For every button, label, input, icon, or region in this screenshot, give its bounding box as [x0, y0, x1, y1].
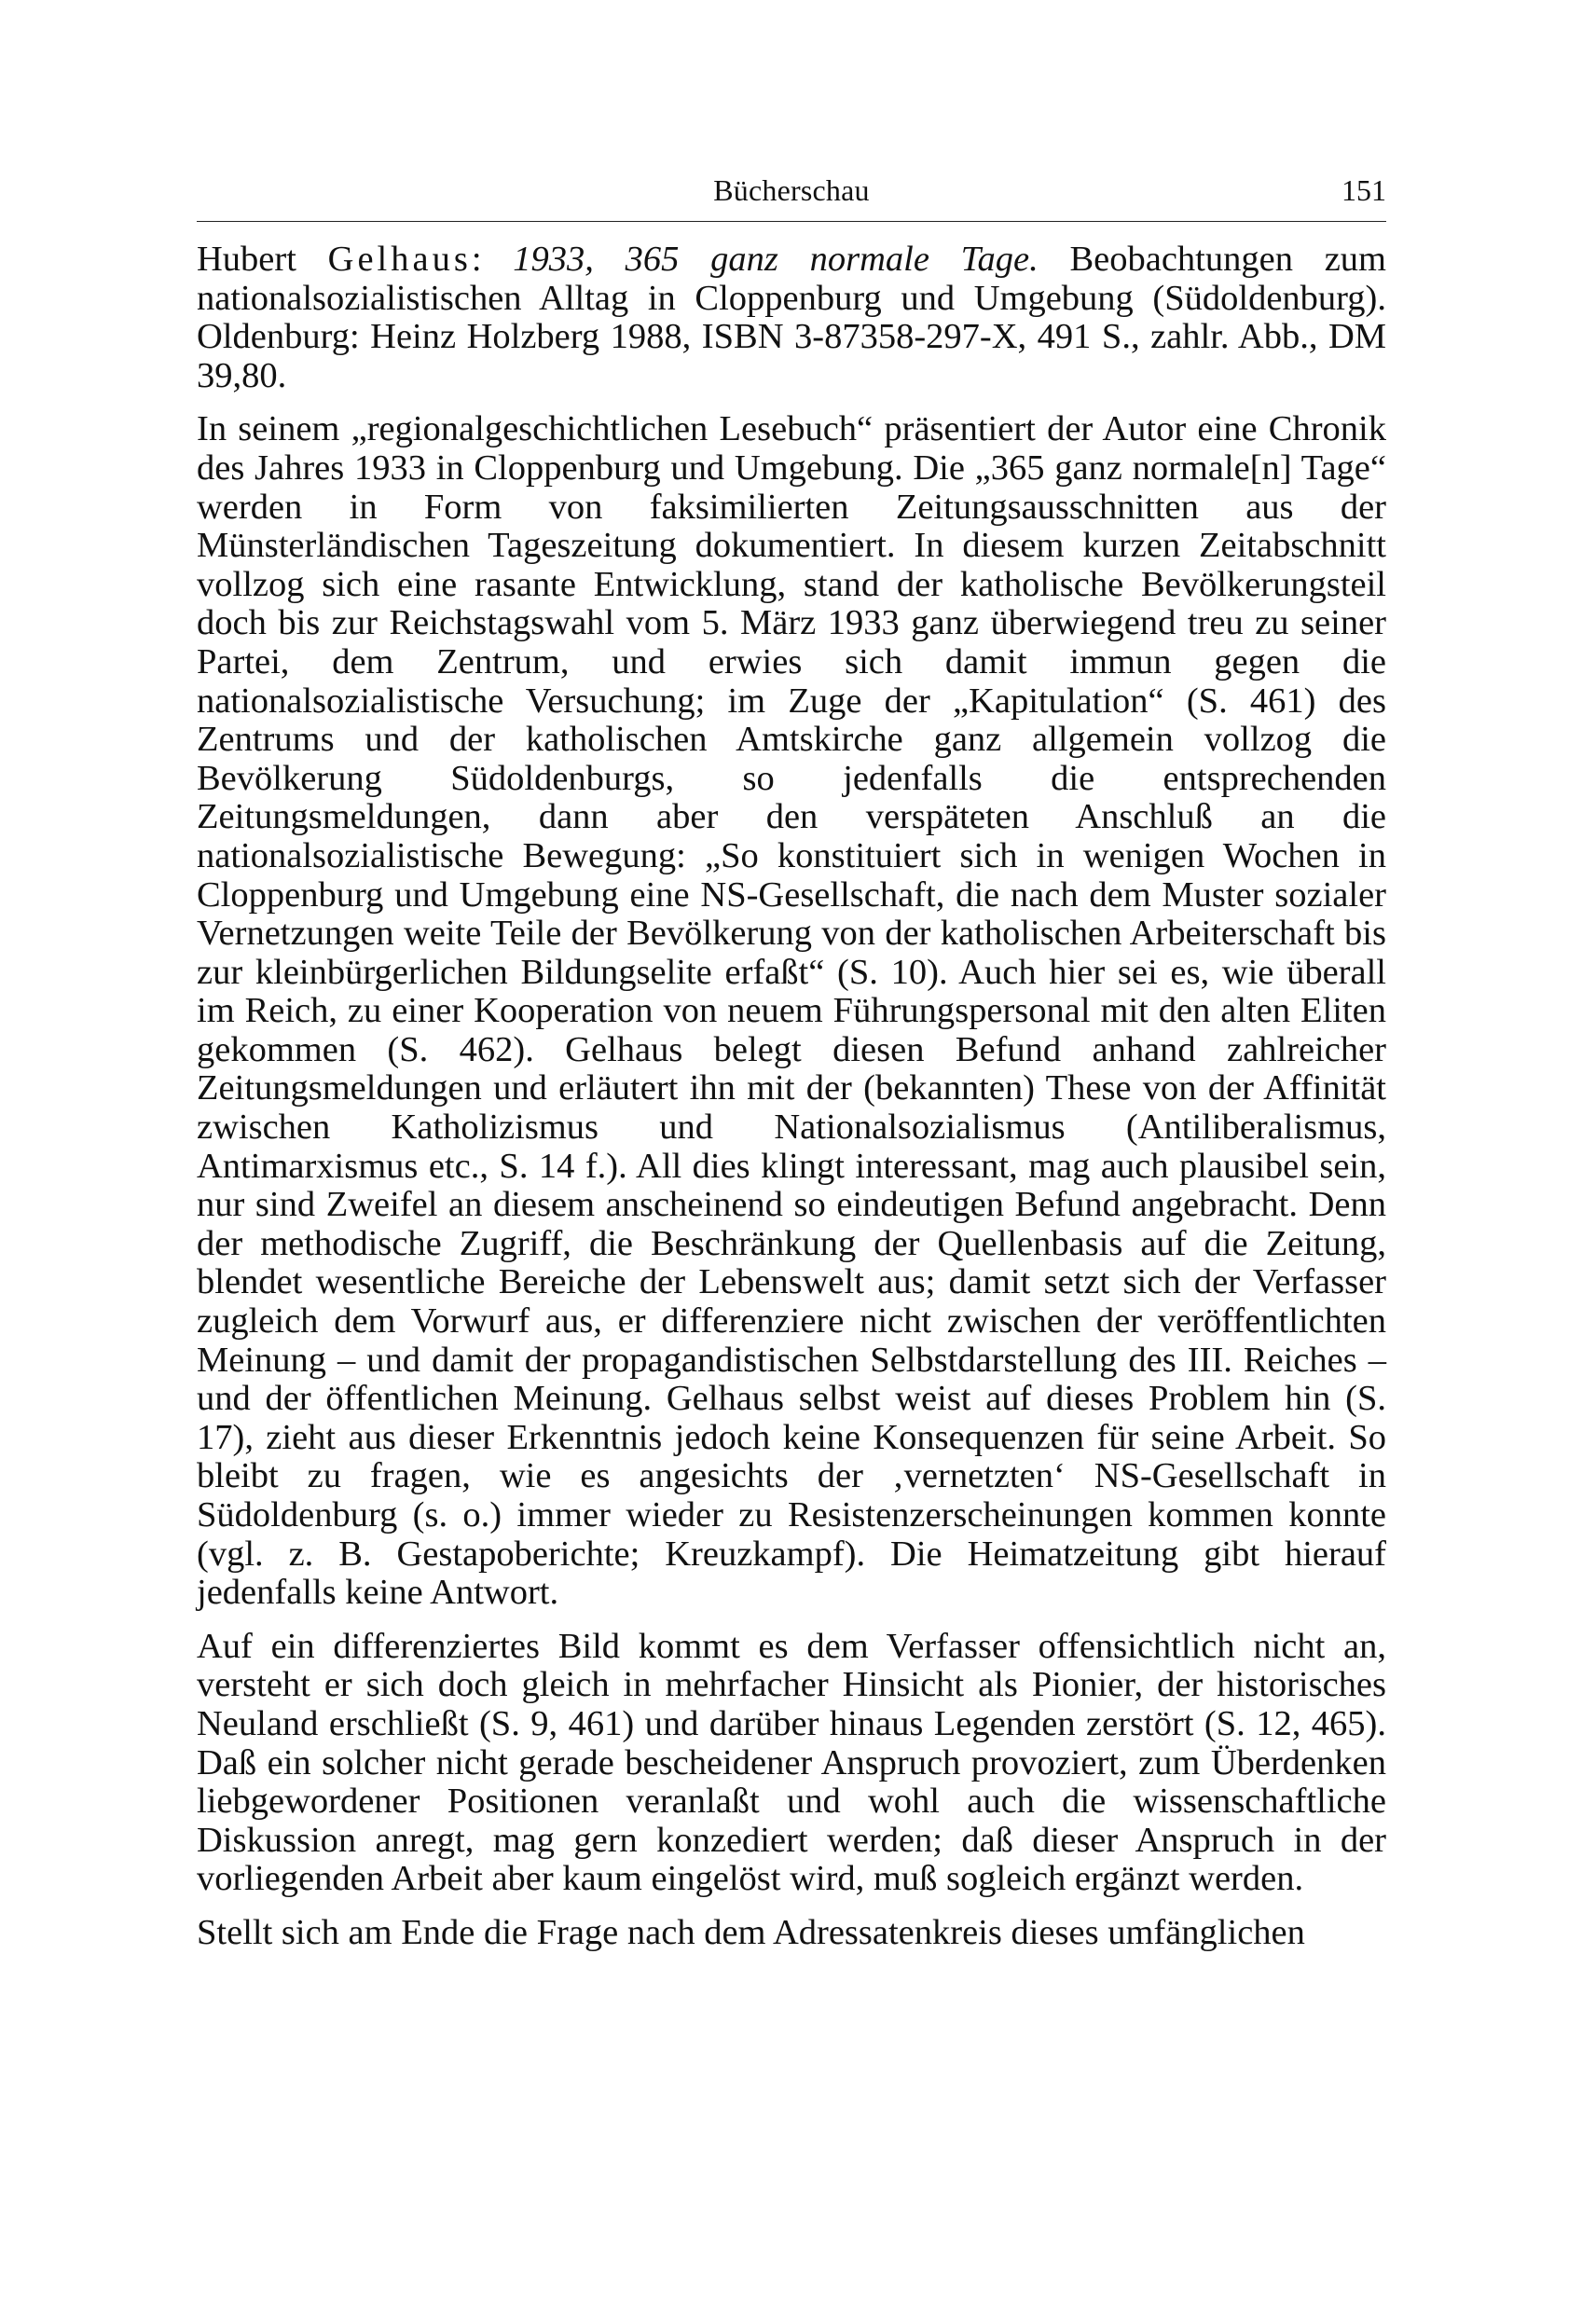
bib-details: Beobachtungen zum nationalsozialistischen Alltag in Cloppenburg und Umgebung (Südoldenburg). Oldenburg: Heinz Holzberg 1988, ISBN 3-87358-297-X, 491 S., zahlr. Abb., DM 39,80.	[197, 240, 1386, 395]
review-body	[197, 241, 1386, 1953]
paragraph-3: Stellt sich am Ende die Frage nach dem Adressatenkreis dieses umfänglichen	[197, 1912, 1305, 1952]
bib-colon: :	[471, 240, 514, 279]
paragraph-2: Auf ein differenziertes Bild kommt es dem Verfasser offensichtlich nicht an, versteht er sich doch gleich in mehrfacher Hinsicht als Pionier, der historisches Neuland erschließt (S. 9, 461) und darüber hinaus Legenden zerstört (S. 12, 465). Daß ein solcher nicht gerade bescheidener Anspruch provoziert, zum Überdenken liebgewordener Positionen veranlaßt und wohl auch die wissenschaftliche Diskussion anregt, mag gern konzediert werden; daß dieser Anspruch in der vorliegenden Arbeit aber kaum eingelöst wird, muß sogleich ergänzt werden.	[197, 1626, 1386, 1899]
running-head-title: Bücherschau	[713, 173, 870, 207]
author-last-name: Gelhaus	[327, 240, 472, 279]
paragraph-1: In seinem „regionalgeschichtlichen Lesebuch“ präsentiert der Autor eine Chronik des Jahres 1933 in Cloppenburg und Umgebung. Die „365 ganz normale[n] Tage“ werden in Form von faksimilierten Zeitungsausschnitten aus der Münsterländischen Tageszeitung dokumentiert. In diesem kurzen Zeitabschnitt vollzog sich eine rasante Entwicklung, stand der katholische Bevölkerungsteil doch bis zur Reichstagswahl vom 5. März 1933 ganz überwiegend treu zu seiner Partei, dem Zentrum, und erwies sich damit immun gegen die nationalsozialistische Versuchung; im Zuge der „Kapitulation“ (S. 461) des Zentrums und der katholischen Amtskirche ganz allgemein vollzog die Bevölkerung Südoldenburgs, so jedenfalls die entsprechenden Zeitungsmeldungen, dann aber den verspäteten Anschluß an die nationalsozialistische Bewegung: „So konstituiert sich in wenigen Wochen in Cloppenburg und Umgebung eine NS-Gesellschaft, die nach dem Muster sozialer Vernetzungen weite Teile der Bevölkerung von der katholischen Arbeiterschaft bis zur kleinbürgerlichen Bildungselite erfaßt“ (S. 10). Auch hier sei es, wie überall im Reich, zu einer Kooperation von neuem Führungspersonal mit den alten Eliten gekommen (S. 462). Gelhaus belegt diesen Befund anhand zahlreicher Zeitungsmeldungen und erläutert ihn mit der (bekannten) These von der Affinität zwischen Katholizismus und Nationalsozialismus (Antiliberalismus, Antimarxismus etc., S. 14 f.). All dies klingt interessant, mag auch plausibel sein, nur sind Zweifel an diesem anscheinend so eindeutigen Befund angebracht. Denn der methodische Zugriff, die Beschränkung der Quellenbasis auf die Zeitung, blendet wesentliche Bereiche der Lebenswelt aus; damit setzt sich der Verfasser zugleich dem Vorwurf aus, er differenziere nicht zwischen der veröffentlichten Meinung – und damit der propagandistischen Selbstdarstellung des III. Reiches – und der öffentlichen Meinung. Gelhaus selbst weist auf dieses Problem hin (S. 17), zieht aus dieser Erkenntnis jedoch keine Konsequenzen für seine Arbeit. So bleibt zu fragen, wie es angesichts der ‚vernetzten‘ NS-Gesellschaft in Südoldenburg (s. o.) immer wieder zu Resistenzerscheinungen kommen konnte (vgl. z. B. Gestapoberichte; Kreuzkampf). Die Heimatzeitung gibt hierauf jedenfalls keine Antwort.	[197, 409, 1386, 1613]
page-number: 151	[1341, 173, 1386, 207]
book-title: 1933, 365 ganz normale Tage.	[513, 240, 1039, 279]
running-header	[197, 172, 1386, 224]
header-rule	[197, 221, 1386, 222]
bibliographic-entry	[197, 241, 1386, 395]
author-first-name: Hubert	[197, 240, 328, 279]
